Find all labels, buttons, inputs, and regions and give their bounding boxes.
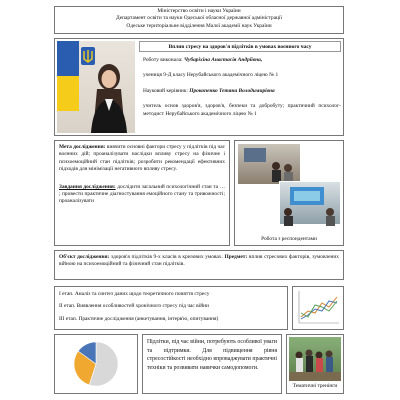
ministry-line: Міністерство освіти і науки України <box>157 8 241 14</box>
photo-classroom-1 <box>238 144 300 184</box>
poster-page <box>54 0 344 400</box>
conclusion-block <box>142 334 282 394</box>
classroom-1-drawing <box>238 144 300 184</box>
training-photo <box>289 337 341 381</box>
author-photo <box>57 41 135 133</box>
tasks-paragraph <box>59 184 225 206</box>
object-block <box>54 250 344 280</box>
tasks-text: дослідити загальний психологічний стан та … ; провести практичне діагностування емоційного стану та тривожності; проаналізувати <box>59 183 225 205</box>
stage-2: II етап. Виявлення особливостей хронічного стресу під час війни <box>59 303 209 310</box>
trend-chart <box>293 287 343 329</box>
stage-1: I етап. Аналіз та синтез даних щодо теоретичного поняття стресу <box>59 291 210 297</box>
goal-paragraph <box>59 144 225 174</box>
supervisor-info: учитель основ здоров'я, здоров'я, безпеки та добробуту; практичний психолог-методист Нерубайського академічного ліцею № 1 <box>143 103 341 117</box>
author-class: учениця 9-Д класу Нерубайського академічного ліцею № 1 <box>143 72 279 79</box>
photo-classroom-2 <box>279 181 341 225</box>
training-photo-box <box>286 334 344 394</box>
subject-label: Предмет: <box>224 254 248 260</box>
subject-text: вплив стресових факторів, зумовлених війною на психоемоційний та фізичний стан підлітків. <box>59 254 339 268</box>
branch-line: Одеське територіальне відділення Малої академії наук України <box>126 22 272 29</box>
goal-text: вивчити основні фактори стресу у підлітків під час воєнних дій; проаналізувати наслідки впливу стресу на фізичне і психоемоційний стан підлітків; розробити рекомендації ефективних підходів для мінімізації негативного впливу стресу. <box>59 144 225 173</box>
photo-collage <box>234 140 344 246</box>
collage-caption: Робота з респондентами <box>261 235 317 242</box>
pie-chart-box <box>54 334 138 394</box>
author-block <box>54 38 344 136</box>
department-line: Департамент освіти та науки Одеської обласної державної адміністрації <box>116 15 282 22</box>
training-caption: Тематичні тренінги <box>292 382 338 389</box>
goal-tasks-block <box>54 140 230 246</box>
tasks-label: Завдання дослідження: <box>59 183 116 190</box>
goal-label: Мета дослідження: <box>59 144 106 150</box>
header-block <box>54 6 344 34</box>
face <box>102 70 117 88</box>
object-text: здоров'я підлітків 9-х класів в кризових умовах. <box>111 254 223 260</box>
pie-chart <box>55 335 137 393</box>
supervisor-name: Прокопенко Тетяна Володимирівна <box>189 87 275 94</box>
author-name: Чубаріхіна Анастасія Андріївна, <box>184 57 263 63</box>
author-info <box>143 57 341 118</box>
author-photo-drawing <box>57 41 135 133</box>
supervisor-label: Науковий керівник: <box>143 87 188 94</box>
training-photo-drawing <box>289 337 341 381</box>
conclusion-text: Підлітки, під час війни, потребують особливої уваги та підтримки. Для підвищення рівня стресостійкості необхідно впроваджувати практичні техніки та розвивати навички самодопомоги. <box>147 339 277 371</box>
flag-yellow-stripe <box>57 76 79 111</box>
classroom-2-drawing <box>280 182 342 226</box>
project-title: Вплив стресу на здоров'я підлітків в умовах воєнного часу <box>139 41 341 52</box>
object-label: Об'єкт дослідження: <box>59 254 110 260</box>
author-label: Роботу виконала: <box>143 57 183 63</box>
stage-3: III етап. Практичне дослідження (анкетування, інтерв'ю, опитування) <box>59 315 219 322</box>
stages-block <box>54 286 288 330</box>
trend-chart-box <box>292 286 344 330</box>
